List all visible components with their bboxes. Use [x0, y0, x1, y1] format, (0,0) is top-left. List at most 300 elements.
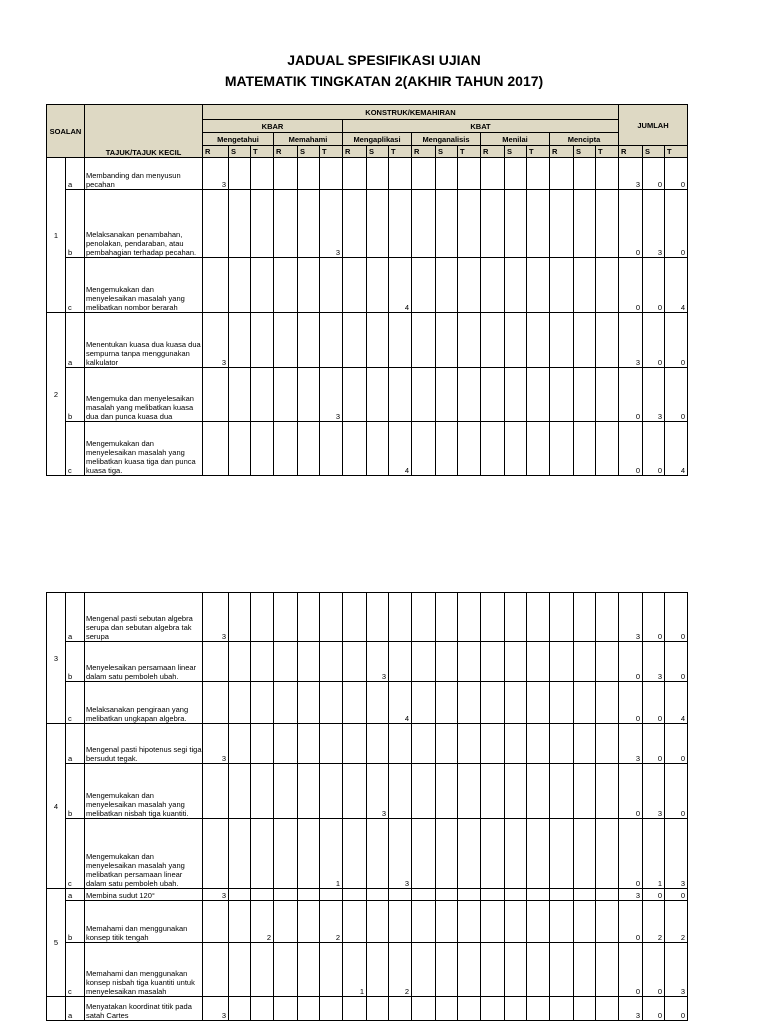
marks-cell — [412, 190, 436, 258]
marks-cell — [203, 642, 229, 682]
marks-cell — [505, 258, 527, 313]
marks-cell — [550, 889, 574, 901]
marks-cell — [596, 313, 619, 368]
marks-cell — [527, 642, 550, 682]
marks-cell — [251, 313, 274, 368]
marks-cell — [574, 258, 596, 313]
marks-cell — [412, 901, 436, 943]
category-header: Memahami — [274, 133, 343, 146]
marks-cell — [550, 764, 574, 819]
marks-cell — [481, 258, 505, 313]
marks-cell — [298, 943, 320, 997]
table-row — [47, 368, 688, 422]
marks-cell — [596, 368, 619, 422]
marks-cell — [458, 313, 481, 368]
marks-cell — [412, 422, 436, 476]
document-title-line1: JADUAL SPESIFIKASI UJIAN — [287, 52, 481, 68]
marks-cell: 2 — [389, 943, 412, 997]
marks-cell — [458, 682, 481, 724]
jumlah-cell: 3 — [619, 158, 643, 190]
marks-cell — [574, 764, 596, 819]
jumlah-cell: 3 — [619, 997, 643, 1021]
question-number: 3 — [47, 593, 66, 724]
jumlah-cell: 2 — [665, 901, 688, 943]
marks-cell — [574, 943, 596, 997]
marks-cell — [412, 724, 436, 764]
marks-cell — [505, 819, 527, 889]
level-header: R — [550, 146, 574, 158]
jumlah-cell: 0 — [619, 258, 643, 313]
marks-cell — [229, 368, 251, 422]
table-row — [47, 642, 688, 682]
level-header: T — [527, 146, 550, 158]
marks-cell — [574, 190, 596, 258]
marks-cell — [389, 724, 412, 764]
marks-cell — [550, 368, 574, 422]
table-row — [47, 258, 688, 313]
marks-cell — [274, 997, 298, 1021]
marks-cell — [481, 593, 505, 642]
marks-cell — [274, 593, 298, 642]
jumlah-cell: 3 — [619, 889, 643, 901]
marks-cell — [505, 593, 527, 642]
marks-cell: 3 — [203, 997, 229, 1021]
marks-cell — [436, 593, 458, 642]
question-part: c — [66, 682, 85, 724]
level-header: S — [643, 146, 665, 158]
marks-cell — [298, 724, 320, 764]
jumlah-cell: 3 — [619, 593, 643, 642]
marks-cell — [343, 682, 367, 724]
marks-cell — [527, 901, 550, 943]
jumlah-cell: 0 — [643, 422, 665, 476]
jumlah-cell: 3 — [643, 642, 665, 682]
marks-cell — [251, 724, 274, 764]
subtopic-cell: Mengemukakan dan menyelesaikan masalah yang melibatkan nisbah tiga kuantiti. — [85, 764, 203, 819]
marks-cell — [274, 313, 298, 368]
marks-cell — [343, 724, 367, 764]
marks-cell: 2 — [320, 901, 343, 943]
marks-cell — [367, 313, 389, 368]
marks-cell — [203, 422, 229, 476]
table-row — [47, 190, 688, 258]
marks-cell — [251, 997, 274, 1021]
marks-cell — [527, 724, 550, 764]
marks-cell — [367, 422, 389, 476]
marks-cell — [574, 158, 596, 190]
jumlah-cell: 3 — [665, 819, 688, 889]
level-header: T — [596, 146, 619, 158]
question-part: a — [66, 313, 85, 368]
marks-cell — [251, 819, 274, 889]
marks-cell — [412, 368, 436, 422]
marks-cell — [274, 158, 298, 190]
marks-cell — [481, 901, 505, 943]
marks-cell — [229, 819, 251, 889]
marks-cell — [481, 190, 505, 258]
marks-cell — [251, 682, 274, 724]
jumlah-cell: 0 — [665, 313, 688, 368]
marks-cell — [412, 593, 436, 642]
question-part: a — [66, 889, 85, 901]
marks-cell — [412, 997, 436, 1021]
marks-cell — [343, 368, 367, 422]
marks-cell — [274, 764, 298, 819]
marks-cell — [481, 368, 505, 422]
subtopic-cell: Melaksanakan penambahan, penolakan, pendaraban, atau pembahagian terhadap pecahan. — [85, 190, 203, 258]
marks-cell — [229, 901, 251, 943]
level-header: S — [505, 146, 527, 158]
marks-cell — [229, 593, 251, 642]
question-part: b — [66, 764, 85, 819]
marks-cell — [251, 642, 274, 682]
subtopic-cell: Menyatakan koordinat titik pada satah Cartes — [85, 997, 203, 1021]
table-row — [47, 764, 688, 819]
question-number: 1 — [47, 158, 66, 313]
marks-cell — [436, 764, 458, 819]
marks-cell — [203, 819, 229, 889]
marks-cell — [412, 642, 436, 682]
marks-cell — [229, 190, 251, 258]
marks-cell — [412, 889, 436, 901]
marks-cell: 4 — [389, 682, 412, 724]
jumlah-cell: 3 — [643, 368, 665, 422]
subtopic-cell: Membanding dan menyusun pecahan — [85, 158, 203, 190]
table-row — [47, 158, 688, 190]
marks-cell — [320, 158, 343, 190]
marks-cell: 3 — [203, 889, 229, 901]
marks-cell — [481, 313, 505, 368]
marks-cell: 4 — [389, 422, 412, 476]
marks-cell — [436, 901, 458, 943]
marks-cell — [436, 368, 458, 422]
subtopic-cell: Menentukan kuasa dua kuasa dua sempurna tanpa menggunakan kalkulator — [85, 313, 203, 368]
marks-cell — [596, 901, 619, 943]
marks-cell — [458, 368, 481, 422]
marks-cell: 1 — [320, 819, 343, 889]
marks-cell — [389, 368, 412, 422]
marks-cell — [596, 764, 619, 819]
marks-cell — [550, 422, 574, 476]
question-part: c — [66, 943, 85, 997]
marks-cell — [343, 642, 367, 682]
marks-cell — [527, 889, 550, 901]
marks-cell — [527, 764, 550, 819]
marks-cell — [481, 642, 505, 682]
marks-cell — [481, 997, 505, 1021]
level-header: R — [619, 146, 643, 158]
level-header: T — [251, 146, 274, 158]
marks-cell — [389, 593, 412, 642]
marks-cell — [298, 819, 320, 889]
marks-cell — [274, 642, 298, 682]
question-number: 2 — [47, 313, 66, 476]
jumlah-cell: 0 — [643, 889, 665, 901]
marks-cell — [412, 313, 436, 368]
marks-cell — [458, 819, 481, 889]
marks-cell — [505, 313, 527, 368]
jumlah-cell: 0 — [643, 593, 665, 642]
marks-cell: 3 — [203, 158, 229, 190]
subtopic-cell: Mengemukakan dan menyelesaikan masalah yang melibatkan kuasa tiga dan punca kuasa tiga. — [85, 422, 203, 476]
header-row-1 — [47, 105, 688, 120]
level-header: T — [458, 146, 481, 158]
kbar-header: KBAR — [203, 120, 343, 133]
marks-cell — [550, 997, 574, 1021]
marks-cell — [367, 368, 389, 422]
category-header: Mengetahui — [203, 133, 274, 146]
marks-cell — [412, 943, 436, 997]
marks-cell — [343, 258, 367, 313]
subtopic-cell: Membina sudut 120° — [85, 889, 203, 901]
tajuk-header: TAJUK/TAJUK KECIL — [85, 105, 203, 158]
marks-cell — [320, 682, 343, 724]
marks-cell — [389, 901, 412, 943]
table-row — [47, 682, 688, 724]
marks-cell — [458, 997, 481, 1021]
marks-cell — [550, 642, 574, 682]
subtopic-cell: Mengemukakan dan menyelesaikan masalah yang melibatkan persamaan linear dalam satu pemboleh ubah. — [85, 819, 203, 889]
marks-cell — [481, 889, 505, 901]
marks-cell — [412, 258, 436, 313]
marks-cell: 2 — [251, 901, 274, 943]
marks-cell — [436, 682, 458, 724]
question-part: b — [66, 642, 85, 682]
marks-cell — [596, 682, 619, 724]
marks-cell — [298, 901, 320, 943]
level-header: R — [203, 146, 229, 158]
marks-cell — [550, 724, 574, 764]
marks-cell — [505, 997, 527, 1021]
marks-cell — [343, 593, 367, 642]
marks-cell — [505, 190, 527, 258]
subtopic-cell: Memahami dan menggunakan konsep titik tengah — [85, 901, 203, 943]
marks-cell — [274, 190, 298, 258]
marks-cell — [229, 997, 251, 1021]
marks-cell — [596, 593, 619, 642]
question-number — [47, 997, 66, 1021]
marks-cell — [436, 889, 458, 901]
marks-cell — [596, 422, 619, 476]
marks-cell: 3 — [367, 764, 389, 819]
marks-cell — [574, 682, 596, 724]
marks-cell — [481, 422, 505, 476]
jumlah-cell: 0 — [619, 422, 643, 476]
marks-cell — [550, 943, 574, 997]
level-header: R — [481, 146, 505, 158]
table-row — [47, 593, 688, 642]
marks-cell — [550, 682, 574, 724]
marks-cell — [389, 997, 412, 1021]
question-number: 5 — [47, 889, 66, 997]
marks-cell — [505, 724, 527, 764]
marks-cell — [458, 642, 481, 682]
marks-cell — [298, 764, 320, 819]
level-header: R — [343, 146, 367, 158]
marks-cell — [436, 642, 458, 682]
marks-cell — [527, 313, 550, 368]
marks-cell — [527, 682, 550, 724]
marks-cell — [436, 724, 458, 764]
marks-cell — [229, 158, 251, 190]
marks-cell — [320, 313, 343, 368]
marks-cell — [251, 158, 274, 190]
marks-cell — [320, 724, 343, 764]
marks-cell: 3 — [320, 368, 343, 422]
marks-cell — [550, 901, 574, 943]
question-part: c — [66, 819, 85, 889]
marks-cell — [389, 889, 412, 901]
marks-cell — [343, 313, 367, 368]
document-title-line2: MATEMATIK TINGKATAN 2(AKHIR TAHUN 2017) — [224, 73, 544, 89]
marks-cell — [203, 764, 229, 819]
marks-cell — [251, 422, 274, 476]
marks-cell — [458, 901, 481, 943]
marks-cell — [596, 642, 619, 682]
marks-cell — [550, 158, 574, 190]
jumlah-cell: 0 — [665, 593, 688, 642]
marks-cell — [389, 190, 412, 258]
marks-cell — [367, 724, 389, 764]
marks-cell — [574, 422, 596, 476]
marks-cell — [229, 889, 251, 901]
marks-cell — [298, 593, 320, 642]
jumlah-cell: 3 — [665, 943, 688, 997]
table-row — [47, 313, 688, 368]
marks-cell — [274, 682, 298, 724]
marks-cell — [298, 313, 320, 368]
marks-cell — [203, 901, 229, 943]
marks-cell — [298, 889, 320, 901]
marks-cell — [229, 724, 251, 764]
jumlah-cell: 3 — [619, 313, 643, 368]
kbat-header: KBAT — [343, 120, 619, 133]
marks-cell — [481, 682, 505, 724]
jumlah-cell: 0 — [619, 368, 643, 422]
marks-cell — [458, 764, 481, 819]
marks-cell — [574, 724, 596, 764]
marks-cell: 3 — [203, 313, 229, 368]
marks-cell — [527, 158, 550, 190]
marks-cell — [574, 642, 596, 682]
marks-cell — [343, 901, 367, 943]
marks-cell — [343, 764, 367, 819]
marks-cell — [229, 258, 251, 313]
marks-cell — [298, 682, 320, 724]
marks-cell — [229, 764, 251, 819]
marks-cell — [458, 593, 481, 642]
jumlah-cell: 3 — [643, 764, 665, 819]
table-row — [47, 422, 688, 476]
marks-cell — [274, 943, 298, 997]
marks-cell — [320, 258, 343, 313]
question-part: b — [66, 190, 85, 258]
jumlah-cell: 0 — [665, 368, 688, 422]
marks-cell — [574, 997, 596, 1021]
marks-cell — [550, 819, 574, 889]
marks-cell — [203, 368, 229, 422]
marks-cell — [367, 819, 389, 889]
jumlah-cell: 1 — [643, 819, 665, 889]
marks-cell — [436, 819, 458, 889]
jumlah-cell: 3 — [643, 190, 665, 258]
marks-cell — [320, 997, 343, 1021]
marks-cell — [389, 764, 412, 819]
marks-cell — [274, 368, 298, 422]
marks-cell — [274, 889, 298, 901]
category-header: Menilai — [481, 133, 550, 146]
marks-cell — [436, 422, 458, 476]
jumlah-cell: 0 — [643, 258, 665, 313]
marks-cell — [298, 258, 320, 313]
question-part: a — [66, 997, 85, 1021]
marks-cell — [343, 819, 367, 889]
jumlah-cell: 0 — [619, 682, 643, 724]
marks-cell — [527, 190, 550, 258]
marks-cell — [596, 158, 619, 190]
marks-cell — [436, 943, 458, 997]
marks-cell — [251, 593, 274, 642]
konstruk-header: KONSTRUK/KEMAHIRAN — [203, 105, 619, 120]
marks-cell — [320, 889, 343, 901]
marks-cell — [298, 158, 320, 190]
marks-cell — [320, 642, 343, 682]
table-row — [47, 889, 688, 901]
marks-cell — [505, 889, 527, 901]
marks-cell — [505, 422, 527, 476]
jumlah-cell: 4 — [665, 422, 688, 476]
soalan-header: SOALAN — [47, 105, 85, 158]
marks-cell — [320, 422, 343, 476]
marks-cell — [550, 190, 574, 258]
jumlah-cell: 0 — [643, 682, 665, 724]
marks-cell — [505, 682, 527, 724]
marks-cell — [596, 724, 619, 764]
marks-cell — [229, 422, 251, 476]
marks-cell — [505, 943, 527, 997]
marks-cell — [458, 158, 481, 190]
marks-cell — [527, 997, 550, 1021]
jumlah-cell: 0 — [643, 997, 665, 1021]
question-part: b — [66, 368, 85, 422]
marks-cell — [527, 943, 550, 997]
marks-cell — [229, 943, 251, 997]
marks-cell — [458, 943, 481, 997]
marks-cell — [574, 368, 596, 422]
jumlah-cell: 0 — [643, 313, 665, 368]
marks-cell — [343, 158, 367, 190]
marks-cell — [574, 593, 596, 642]
question-part: c — [66, 258, 85, 313]
table-row — [47, 819, 688, 889]
subtopic-cell: Melaksanakan pengiraan yang melibatkan ungkapan algebra. — [85, 682, 203, 724]
marks-cell — [458, 190, 481, 258]
marks-cell — [251, 764, 274, 819]
question-part: c — [66, 422, 85, 476]
marks-cell — [596, 889, 619, 901]
marks-cell — [251, 368, 274, 422]
marks-cell — [343, 997, 367, 1021]
marks-cell — [458, 724, 481, 764]
marks-cell — [505, 764, 527, 819]
marks-cell — [251, 190, 274, 258]
table-row — [47, 997, 688, 1021]
level-header: T — [665, 146, 688, 158]
subtopic-cell: Mengenal pasti hipotenus segi tiga bersudut tegak. — [85, 724, 203, 764]
marks-cell — [505, 901, 527, 943]
jumlah-cell: 4 — [665, 682, 688, 724]
marks-cell — [458, 889, 481, 901]
